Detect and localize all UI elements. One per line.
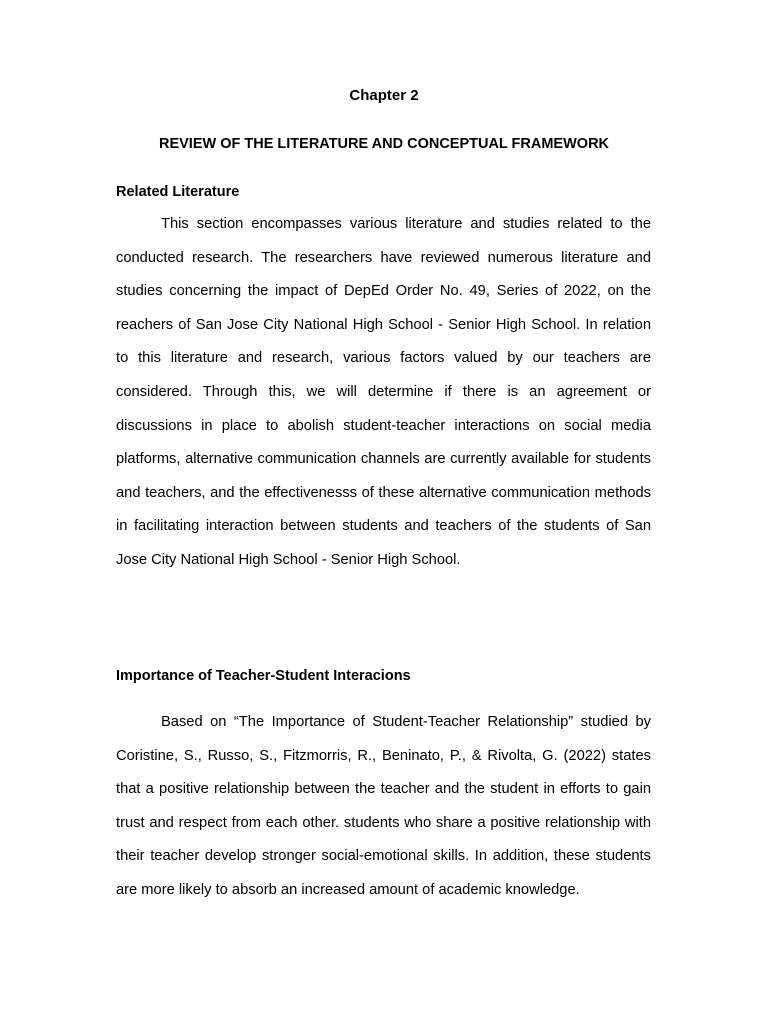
section-heading-related-literature: Related Literature	[116, 184, 240, 200]
section-heading-importance: Importance of Teacher-Student Interacions	[116, 668, 411, 684]
section-paragraph-related-literature: This section encompasses various literature and studies related to the conducted research. The researchers have reviewed numerous literature and studies concerning the impact of DepEd Order No. 49, Series of 2022, on the reachers of San Jose City National High School - Senior High School. In relation to this literature and research, various factors valued by our teachers are considered. Through this, we will determine if there is an agreement or discussions in place to abolish student-teacher interactions on social media platforms, alternative communication channels are currently available for students and teachers, and the effectivenesss of these alternative communication methods in facilitating interaction between students and teachers of the students of San Jose City National High School - Senior High School.	[116, 216, 651, 568]
chapter-label: Chapter 2	[349, 87, 419, 104]
chapter-title: REVIEW OF THE LITERATURE AND CONCEPTUAL FRAMEWORK	[158, 136, 610, 152]
section-paragraph-importance: Based on “The Importance of Student-Teacher Relationship” studied by Coristine, S., Russo, S., Fitzmorris, R., Beninato, P., & Rivolta, G. (2022) states that a positive relationship between the teacher and the student in efforts to gain trust and respect from each other. students who share a positive relationship with their teacher develop stronger social-emotional skills. In addition, these students are more likely to absorb an increased amount of academic knowledge.	[116, 714, 651, 898]
